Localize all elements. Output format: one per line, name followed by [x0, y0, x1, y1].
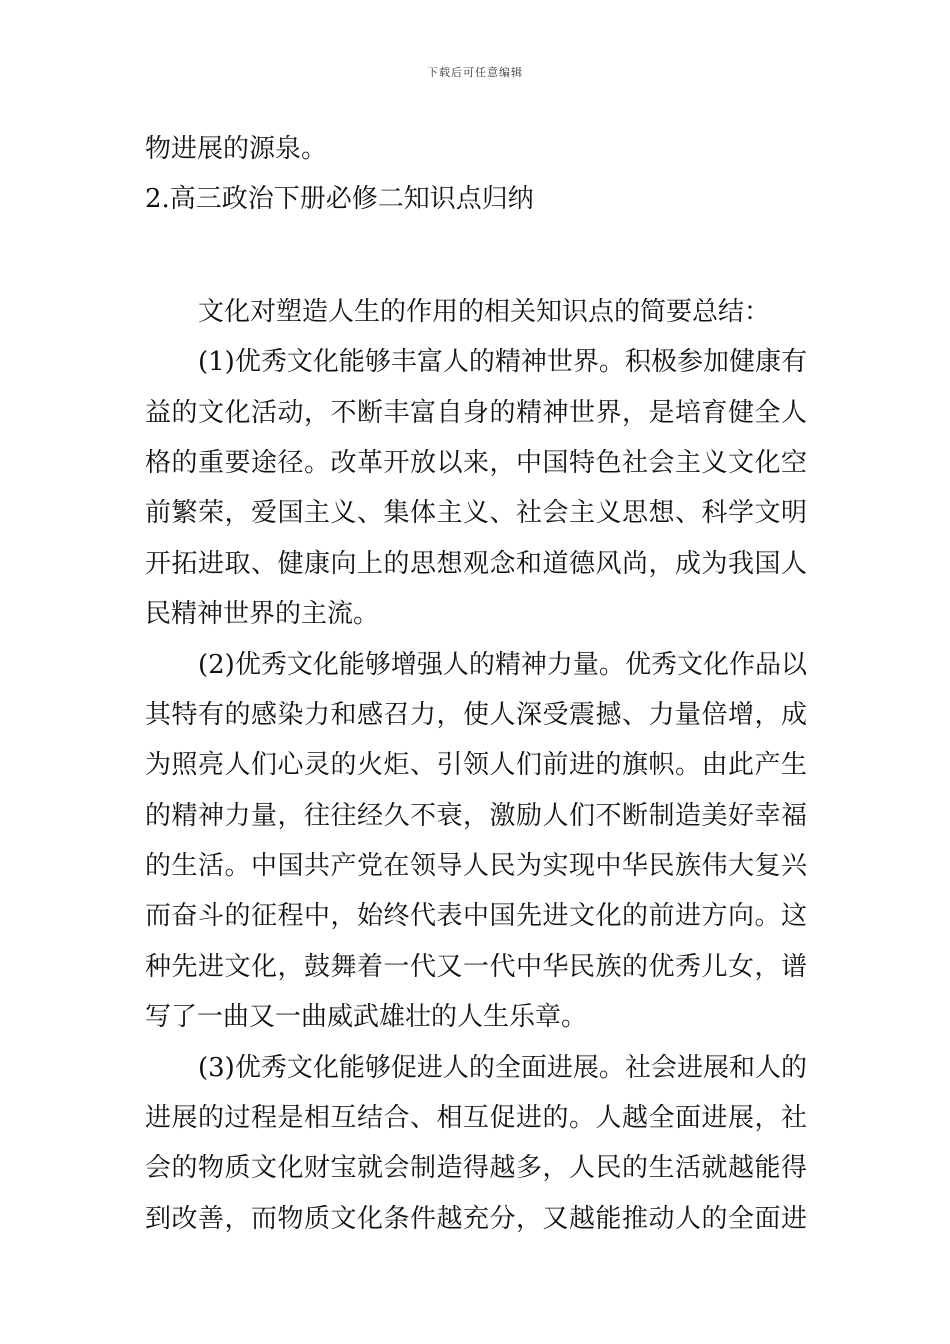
section-heading: 2.高三政治下册必修二知识点归纳	[145, 184, 534, 215]
text-line: 物进展的源泉。	[145, 134, 328, 164]
paragraph-1-line: 格的重要途径。改革开放以来，中国特色社会主义文化空	[145, 447, 807, 478]
document-body	[145, 124, 807, 1244]
paragraph-2-line: 种先进文化，鼓舞着一代又一代中华民族的优秀儿女，谱	[145, 951, 807, 982]
page-header: 下载后可任意编辑	[427, 66, 523, 79]
paragraph-1-line: (1)优秀文化能够丰富人的精神世界。积极参加健康有	[198, 347, 807, 378]
paragraph-2-line: 的精神力量，往往经久不衰，激励人们不断制造美好幸福	[145, 800, 807, 831]
paragraph-2-line: 其特有的感染力和感召力，使人深受震撼、力量倍增，成	[145, 699, 807, 730]
paragraph-3-line: 到改善，而物质文化条件越充分，又越能推动人的全面进	[145, 1203, 807, 1234]
paragraph-2-line: 而奋斗的征程中，始终代表中国先进文化的前进方向。这	[145, 901, 807, 932]
paragraph-2-line: 为照亮人们心灵的火炬、引领人们前进的旗帜。由此产生	[145, 750, 807, 781]
paragraph-1-line: 前繁荣，爱国主义、集体主义、社会主义思想、科学文明	[145, 498, 807, 529]
paragraph-3-line: 会的物质文化财宝就会制造得越多，人民的生活就越能得	[145, 1153, 807, 1184]
paragraph-2-line: 的生活。中国共产党在领导人民为实现中华民族伟大复兴	[145, 851, 807, 882]
paragraph-2-line: 写了一曲又一曲威武雄壮的人生乐章。	[145, 1002, 588, 1033]
paragraph-3-line: 进展的过程是相互结合、相互促进的。人越全面进展，社	[145, 1103, 807, 1134]
paragraph-3-line: (3)优秀文化能够促进人的全面进展。社会进展和人的	[198, 1052, 807, 1083]
paragraph-1-line: 益的文化活动，不断丰富自身的精神世界，是培育健全人	[145, 397, 807, 428]
paragraph-1-line: 民精神世界的主流。	[145, 599, 380, 630]
paragraph-intro: 文化对塑造人生的作用的相关知识点的简要总结：	[198, 296, 771, 327]
paragraph-1-line: 开拓进取、健康向上的思想观念和道德风尚，成为我国人	[145, 548, 807, 579]
paragraph-2-line: (2)优秀文化能够增强人的精神力量。优秀文化作品以	[198, 649, 807, 680]
